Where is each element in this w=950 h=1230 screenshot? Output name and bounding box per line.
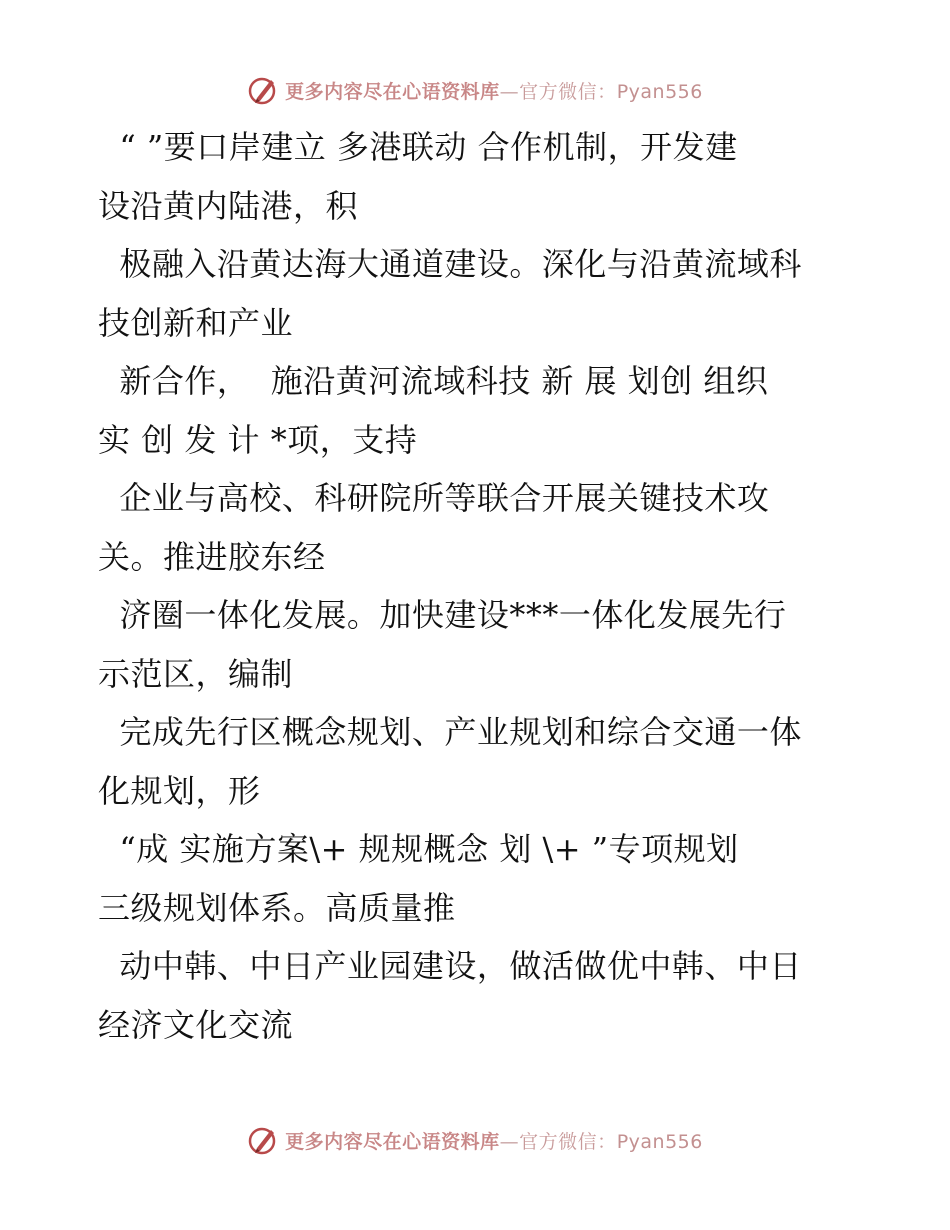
body-line: 实 创 发 计 *项，支持 — [98, 420, 418, 459]
header-banner-wechat-id: Pyan556 — [616, 80, 703, 103]
body-line: 技创新和产业 — [98, 303, 294, 342]
body-line: 企业与高校、科研院所等联合开展关键技术攻 — [98, 479, 770, 517]
body-line: 设沿黄内陆港，积 — [98, 186, 359, 225]
header-banner-wechat-label: 官方微信： — [519, 80, 617, 103]
body-line: 新合作， 施沿黄河流域科技 新 展 划创 组织 — [98, 362, 769, 400]
pen-logo-icon — [247, 74, 279, 106]
body-line: 经济文化交流 — [98, 1005, 294, 1044]
body-line: 极融入沿黄达海大通道建设。深化与沿黄流域科 — [98, 245, 802, 283]
body-line: “成 实施方案\+ 规规概念 划 \+ ”专项规划 — [98, 830, 739, 868]
body-line: 关。推进胶东经 — [98, 537, 326, 576]
body-line: “ ”要口岸建立 多港联动 合作机制，开发建 — [98, 128, 738, 166]
footer-banner-main: 更多内容尽在心语资料库 — [285, 1130, 500, 1153]
footer-banner-wechat-id: Pyan556 — [616, 1130, 703, 1153]
footer-banner-wechat-label: 官方微信： — [519, 1130, 617, 1153]
body-line: 示范区，编制 — [98, 654, 294, 693]
body-line: 济圈一体化发展。加快建设***一体化发展先行 — [98, 596, 787, 634]
body-line: 完成先行区概念规划、产业规划和综合交通一体 — [98, 713, 802, 751]
footer-banner-separator: — — [499, 1130, 520, 1153]
document-body — [98, 118, 868, 1054]
footer-watermark-banner — [0, 1120, 950, 1160]
header-banner-main: 更多内容尽在心语资料库 — [285, 80, 500, 103]
body-line: 化规划，形 — [98, 771, 261, 810]
body-line: 动中韩、中日产业园建设，做活做优中韩、中日 — [98, 947, 802, 985]
body-line: 三级规划体系。高质量推 — [98, 888, 456, 927]
header-banner-separator: — — [499, 80, 520, 103]
footer-banner-text — [285, 1127, 703, 1154]
pen-logo-icon — [247, 1124, 279, 1156]
header-banner-text — [285, 77, 703, 104]
header-watermark-banner — [0, 70, 950, 110]
